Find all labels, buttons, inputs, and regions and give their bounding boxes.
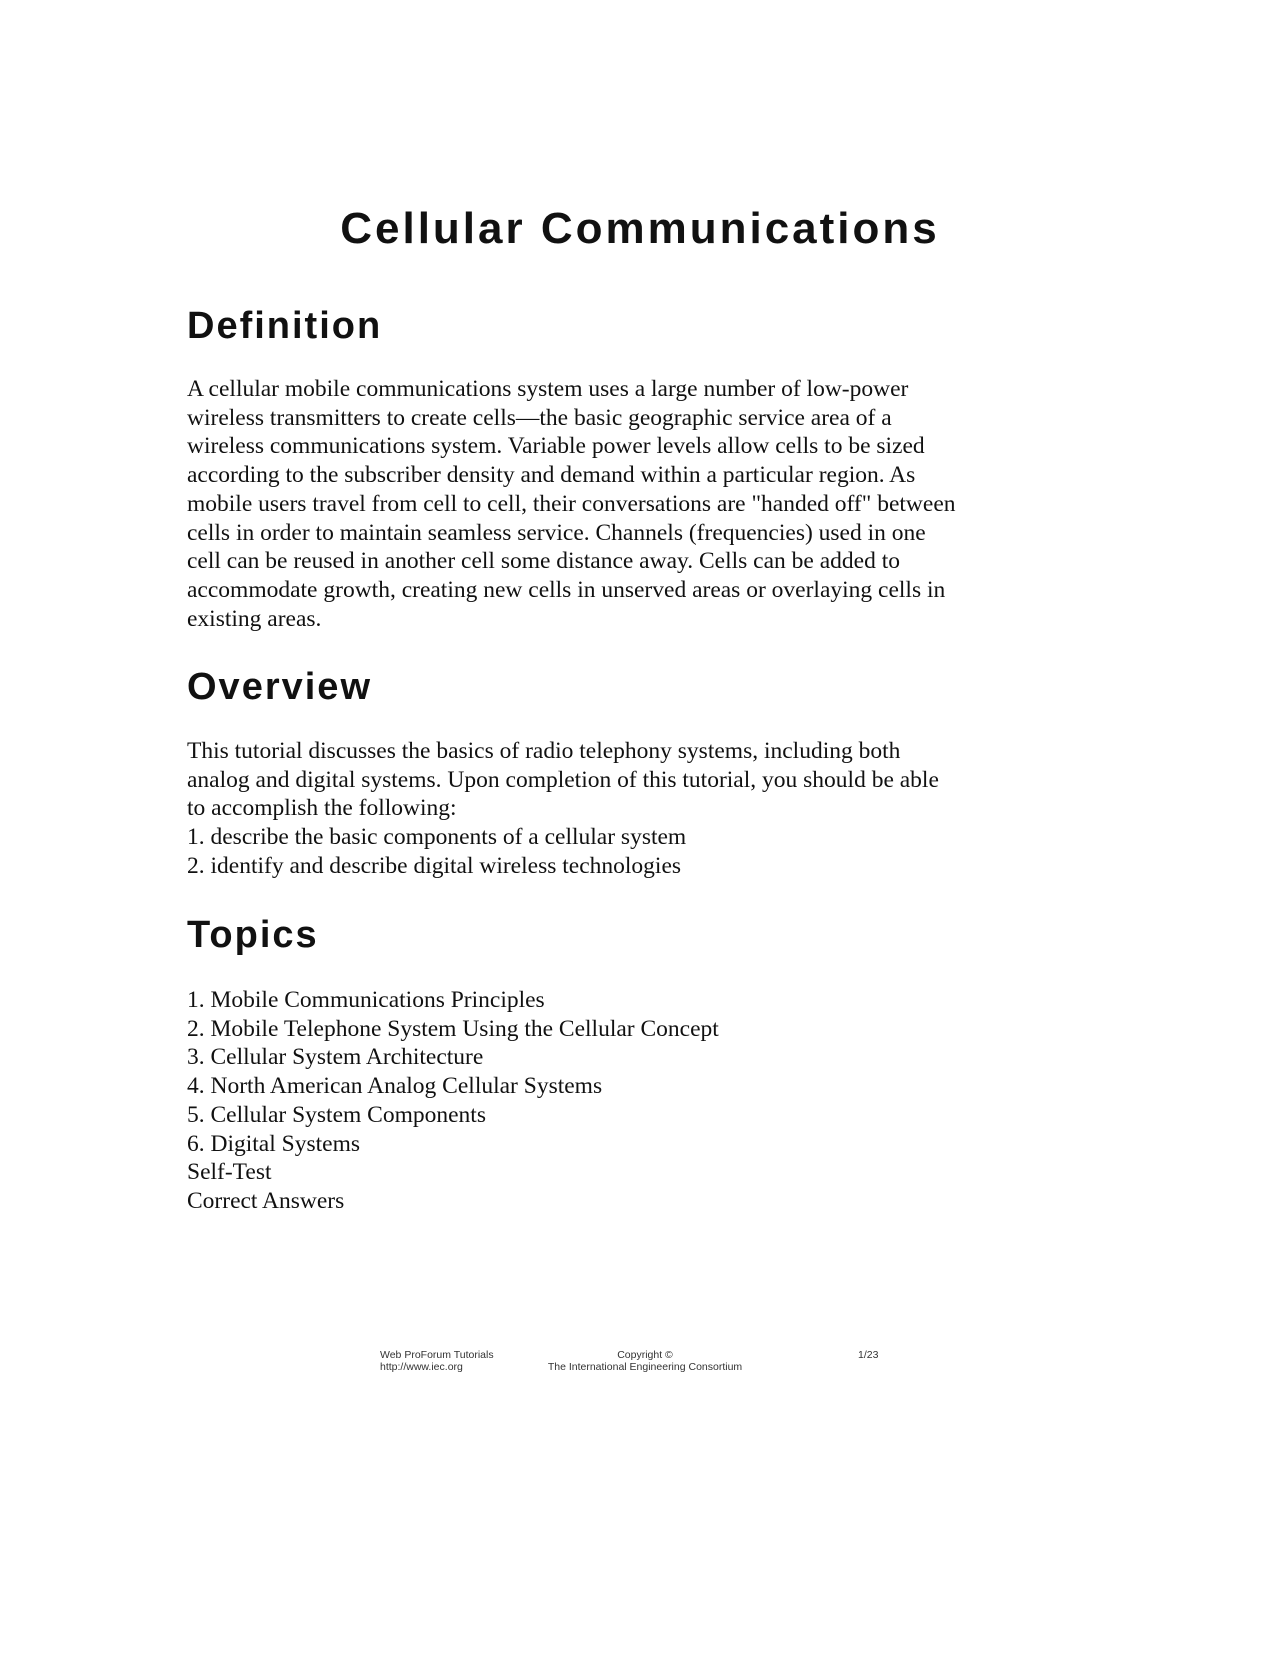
definition-heading: Definition (187, 305, 383, 347)
topic-item: 6. Digital Systems (187, 1130, 360, 1157)
footer-organization: The International Engineering Consortium (547, 1361, 743, 1373)
footer-copyright-label: Copyright © (617, 1349, 673, 1361)
definition-line: A cellular mobile communications system uses a large number of low-power (187, 376, 909, 402)
page-title: Cellular Communications (340, 204, 940, 253)
footer-page-number (858, 1349, 878, 1361)
overview-line: analog and digital systems. Upon completion of this tutorial, you should be able (187, 766, 939, 793)
definition-line: existing areas. (187, 605, 322, 632)
page-number: 1/23 (858, 1349, 879, 1361)
definition-line: mobile users travel from cell to cell, their conversations are "handed off" between (187, 490, 956, 517)
definition-line: according to the subscriber density and demand within a particular region. As (187, 462, 916, 489)
overview-heading: Overview (187, 666, 372, 708)
overview-line: to accomplish the following: (187, 795, 457, 822)
topic-item: 2. Mobile Telephone System Using the Cellular Concept (187, 1015, 719, 1042)
topics-heading: Topics (187, 914, 319, 956)
definition-paragraph (187, 375, 1017, 633)
definition-line: cell can be reused in another cell some distance away. Cells can be added to (187, 548, 900, 575)
footer-source (380, 1349, 494, 1373)
definition-line: accommodate growth, creating new cells in unserved areas or overlaying cells in (187, 576, 946, 603)
footer-copyright (540, 1349, 750, 1373)
overview-line: 1. describe the basic components of a cellular system (187, 824, 687, 851)
footer-series: Web ProForum Tutorials (380, 1349, 494, 1361)
topic-item: Correct Answers (187, 1187, 345, 1214)
topic-item: 3. Cellular System Architecture (187, 1044, 484, 1071)
topic-item: 1. Mobile Communications Principles (187, 987, 545, 1013)
overview-paragraph (187, 737, 1017, 881)
topic-item: 4. North American Analog Cellular Systems (187, 1073, 603, 1100)
topic-item: 5. Cellular System Components (187, 1101, 486, 1128)
overview-line: This tutorial discusses the basics of radio telephony systems, including both (187, 738, 901, 764)
topics-list (187, 986, 1017, 1216)
definition-line: cells in order to maintain seamless service. Channels (frequencies) used in one (187, 519, 926, 546)
overview-line: 2. identify and describe digital wireless technologies (187, 852, 682, 879)
definition-line: wireless communications system. Variable power levels allow cells to be sized (187, 433, 925, 460)
definition-line: wireless transmitters to create cells—the basic geographic service area of a (187, 404, 892, 431)
footer-url: http://www.iec.org (380, 1361, 463, 1373)
topic-item: Self-Test (187, 1159, 272, 1186)
